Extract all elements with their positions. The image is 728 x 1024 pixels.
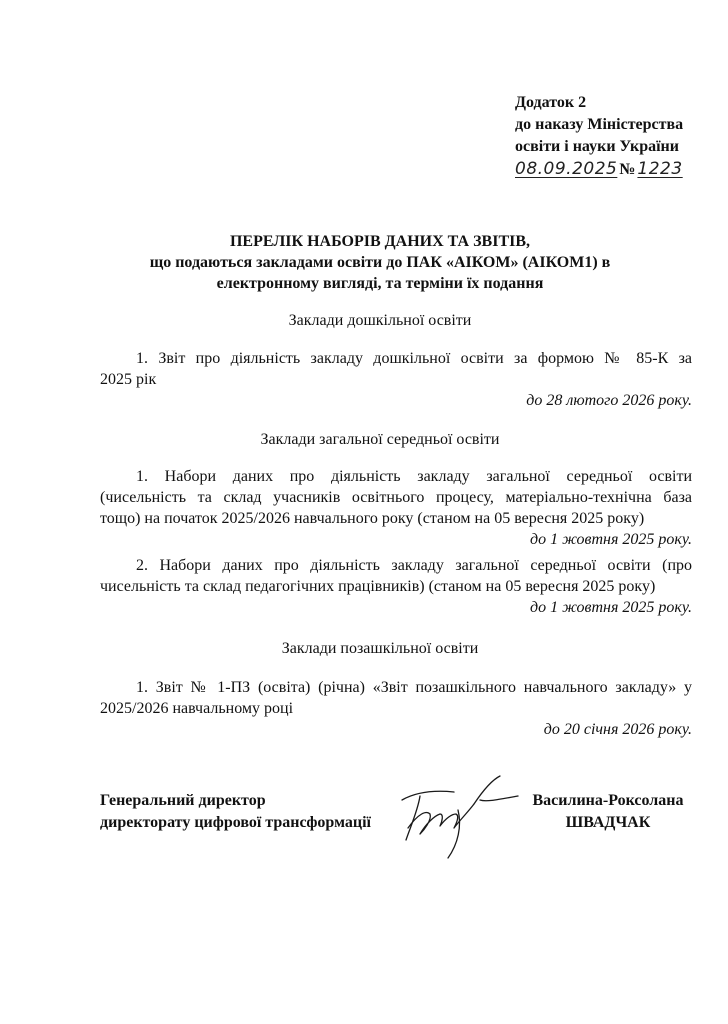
item-text-line: 1. Набори даних про діяльність закладу загальної середньої освіти xyxy=(136,468,692,485)
appendix-line-2: до наказу Міністерства xyxy=(515,116,684,133)
title-line-1: ПЕРЕЛІК НАБОРІВ ДАНИХ ТА ЗВІТІВ, xyxy=(229,233,531,250)
signatory-position xyxy=(100,790,371,834)
title-line-2: що подаються закладами освіти до ПАК «АІКОМ» (АІКОМ1) в xyxy=(149,254,611,271)
appendix-line-1: Додаток 2 xyxy=(515,94,587,111)
item-text-line: чисельність та склад педагогічних працівників) (станом на 05 вересня 2025 року) xyxy=(100,578,656,595)
order-date-handwritten: 08.09.2025 xyxy=(515,159,618,179)
handwritten-signature xyxy=(396,770,526,860)
title-line-3: електронному вигляді, та терміни їх подання xyxy=(216,275,544,292)
item-text-line: 2025/2026 навчальному році xyxy=(100,700,294,717)
order-number-sign: № xyxy=(619,161,636,178)
item-text-line: (чисельність та склад учасників освітнього процесу, матеріально-технічна база xyxy=(100,489,692,506)
item-text-line: 1. Звіт № 1-ПЗ (освіта) (річна) «Звіт позашкільного навчального закладу» у xyxy=(136,679,692,696)
document-title xyxy=(100,231,660,294)
item-text-line: 2025 рік xyxy=(100,371,157,388)
order-number-handwritten: 1223 xyxy=(637,159,683,179)
item-text-line: 2. Набори даних про діяльність закладу загальної середньої освіти (про xyxy=(136,557,692,574)
preschool-item-1 xyxy=(100,348,692,390)
appendix-block xyxy=(515,92,683,181)
signatory-position-line-1: Генеральний директор xyxy=(100,792,266,809)
general-secondary-item-1-deadline: до 1 жовтня 2025 року. xyxy=(529,531,692,548)
out-of-school-item-1-deadline: до 20 січня 2026 року. xyxy=(543,721,692,738)
section-heading-preschool: Заклади дошкільної освіти xyxy=(288,312,472,329)
general-secondary-item-2 xyxy=(100,555,692,597)
preschool-item-1-deadline: до 28 лютого 2026 року. xyxy=(526,392,692,409)
signatory-name-line-1: Василина-Роксолана xyxy=(532,792,684,809)
general-secondary-item-1 xyxy=(100,466,692,529)
signatory-name-line-2: ШВАДЧАК xyxy=(565,814,651,831)
signatory-name xyxy=(528,790,688,834)
section-heading-general-secondary: Заклади загальної середньої освіти xyxy=(260,431,500,448)
section-heading-out-of-school: Заклади позашкільної освіти xyxy=(281,640,479,657)
appendix-line-3: освіти і науки України xyxy=(515,138,679,155)
order-date-number xyxy=(515,158,683,181)
out-of-school-item-1 xyxy=(100,677,692,719)
general-secondary-item-2-deadline: до 1 жовтня 2025 року. xyxy=(529,599,692,616)
signatory-position-line-2: директорату цифрової трансформації xyxy=(100,814,371,831)
item-text-line: 1. Звіт про діяльність закладу дошкільної освіти за формою № 85-К за xyxy=(136,350,692,367)
item-text-line: тощо) на початок 2025/2026 навчального року (станом на 05 вересня 2025 року) xyxy=(100,510,645,527)
